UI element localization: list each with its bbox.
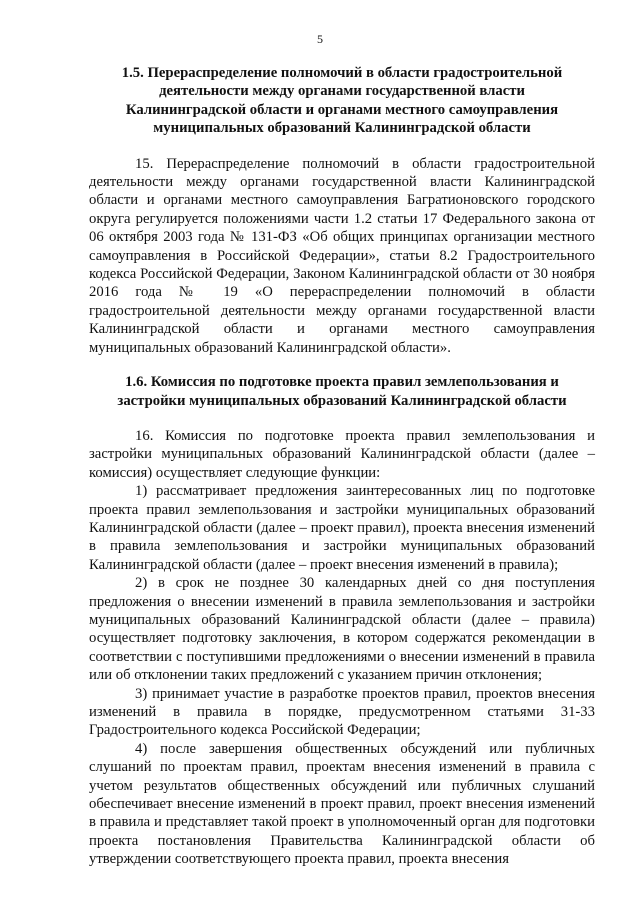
heading-line: муниципальных образований Калининградской области: [153, 120, 531, 137]
heading-line: Калининградской области и органами местного самоуправления: [125, 101, 559, 118]
heading-line: 1.6. Комиссия по подготовке проекта правил землепользования и: [125, 374, 559, 391]
paragraph-16: 16. Комиссия по подготовке проекта правил землепользования и застройки муниципальных образований Калининградской области (далее – комиссия) осуществляет следующие функции:: [89, 427, 595, 481]
section-1-6-heading: [89, 373, 595, 410]
heading-line: застройки муниципальных образований Калининградской области: [117, 392, 567, 409]
paragraph-15: 15. Перераспределение полномочий в области градостроительной деятельности между органами государственной власти Калининградской области и органами местного самоуправления Багратионовского городского округа регулируется положениями части 1.2 статьи 17 Федерального закона от 06 октября 2003 года № 131-ФЗ «Об общих принципах организации местного самоуправления в Российской Федерации», статьи 8.2 Градостроительного кодекса Российской Федерации, Законом Калининградской области от 30 ноября 2016 года № 19 «О перераспределении полномочий в области градостроительной деятельности между органами государственной власти Калининградской области и органами местного самоуправления муниципальных образований Калининградской области».: [89, 155, 595, 356]
section-1-5-heading: [89, 64, 595, 138]
heading-line: 1.5. Перераспределение полномочий в области градостроительной: [121, 65, 563, 81]
list-item-1: 1) рассматривает предложения заинтересованных лиц по подготовке проекта правил землепользования и застройки муниципальных образований Калининградской области (далее – проект правил), проекта внесения изменений в правила землепользования и застройки муниципальных образований Калининградской области (далее – проект внесения изменений в правила);: [89, 483, 595, 573]
heading-line: деятельности между органами государственной власти: [159, 83, 525, 100]
list-item-3: 3) принимает участие в разработке проектов правил, проектов внесения изменений в правила в порядке, предусмотренном статьями 31-33 Градостроительного кодекса Российской Федерации;: [89, 685, 595, 739]
list-item-2: 2) в срок не позднее 30 календарных дней со дня поступления предложения о внесении изменений в правила землепользования и застройки муниципальных образований Калининградской области (далее – правила) осуществляет подготовку заключения, в котором содержатся рекомендации в соответствии с поступившими предложениями о внесении изменений в правила или об отклонении таких предложений с указанием причин отклонения;: [89, 575, 595, 684]
list-item-4: 4) после завершения общественных обсуждений или публичных слушаний по проектам правил, проектам внесения изменений в правила с учетом результатов общественных обсуждений или публичных слушаний обеспечивает внесение изменений в проект правил, проект внесения изменений в правила и представляет такой проект в уполномоченный орган для подготовки проекта постановления Правительства Калининградской области об утверждении соответствующего проекта правил, проекта внесения: [89, 740, 595, 868]
page-number: 5: [317, 32, 323, 46]
